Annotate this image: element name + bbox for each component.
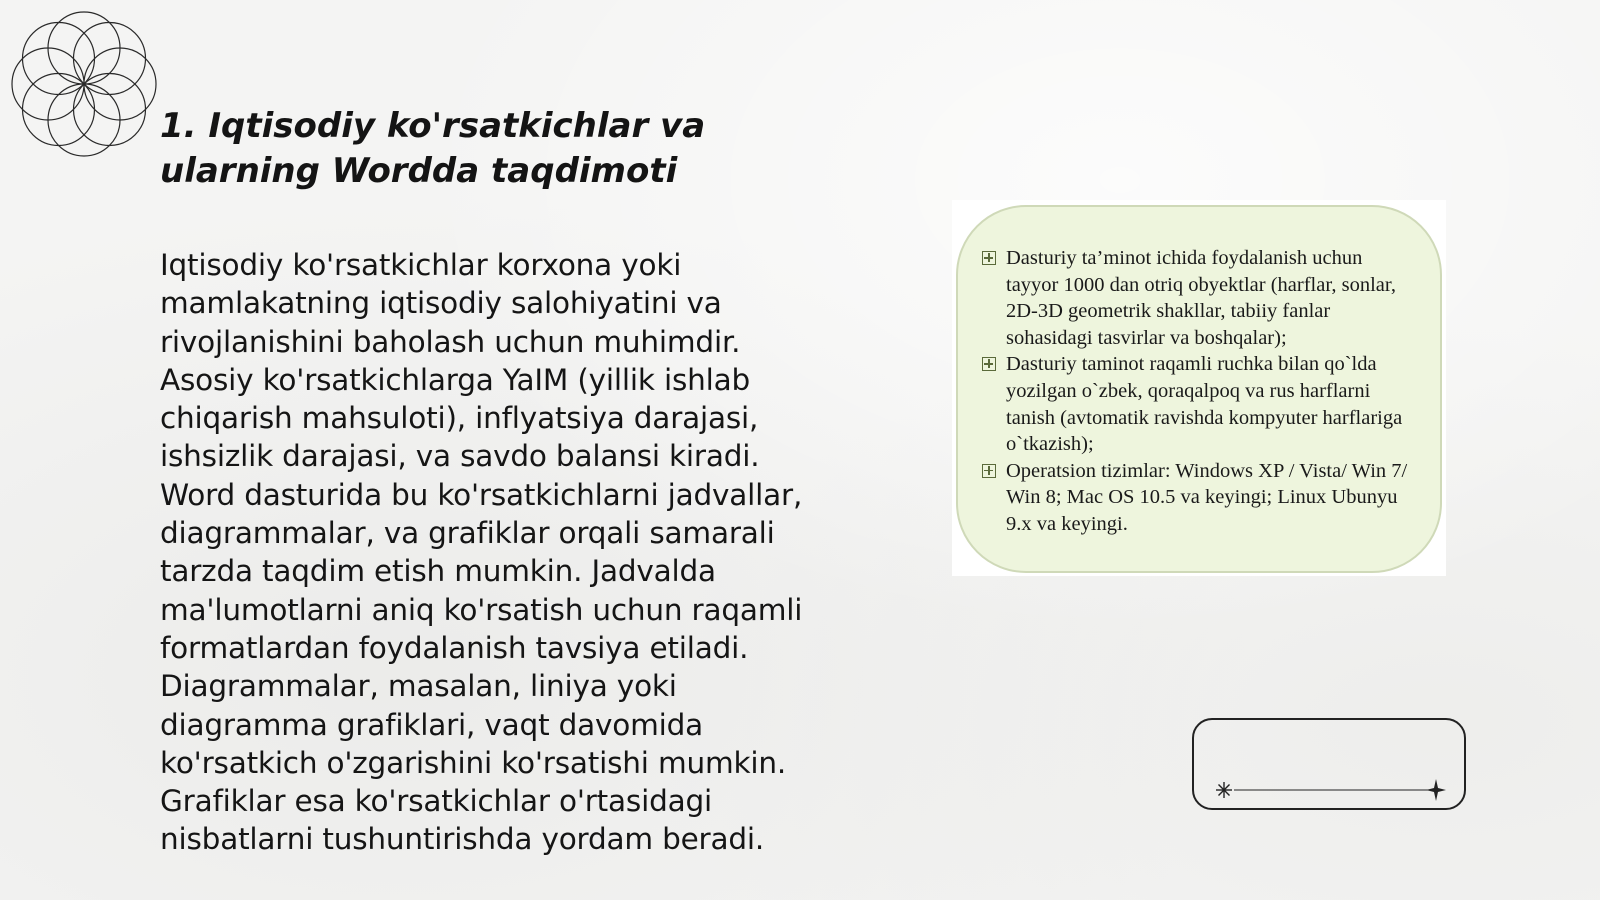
list-item (982, 458, 1416, 538)
decorative-line (1210, 778, 1450, 802)
slide-body-text: Iqtisodiy ko'rsatkichlar korxona yoki mamlakatning iqtisodiy salohiyatini va rivojlanishini baholash uchun muhimdir. Asosiy ko'rsatkichlarga YaIM (yillik ishlab chiqarish mahsuloti), inflyatsiya darajasi, ishsizlik darajasi, va savdo balansi kiradi. Word dasturida bu ko'rsatkichlarni jadvallar, diagrammalar, va grafiklar orqali samarali tarzda taqdim etish mumkin. Jadvalda ma'lumotlarni aniq ko'rsatish uchun raqamli formatlardan foydalanish tavsiya etiladi. Diagrammalar, masalan, liniya yoki diagramma grafiklari, vaqt davomida ko'rsatkich o'zgarishini ko'rsatishi mumkin. Grafiklar esa ko'rsatkichlar o'rtasidagi nisbatlarni tushuntirishda yordam beradi. (160, 248, 803, 857)
sparkle-icon (1426, 779, 1446, 801)
list-item-text: Dasturiy taminot raqamli ruchka bilan qo`lda yozilgan o`zbek, qoraqalpoq va rus harflarni tanish (avtomatik ravishda kompyuter harflariga o`tkazish); (1006, 353, 1403, 456)
list-item (982, 351, 1416, 457)
list-item-text: Dasturiy ta’minot ichida foydalanish uchun tayyor 1000 dan otriq obyektlar (harflar, sonlar, 2D-3D geometrik shakllar, tabiiy fanlar sohasidagi tasvirlar va boshqalar); (1006, 247, 1397, 349)
boxed-plus-icon (982, 464, 996, 478)
boxed-plus-icon (982, 357, 996, 371)
boxed-plus-icon (982, 251, 996, 265)
slide-title: 1. Iqtisodiy ko'rsatkichlar va ularning Wordda taqdimoti (160, 106, 706, 191)
asterisk-icon (1216, 782, 1232, 798)
rosette-logo-icon (10, 10, 158, 158)
software-features-panel (956, 205, 1442, 573)
features-list (982, 245, 1416, 538)
list-item-text: Operatsion tizimlar: Windows XP / Vista/ Win 7/ Win 8; Mac OS 10.5 va keyingi; Linux Ubunyu 9.x va keyingi. (1006, 459, 1408, 535)
list-item (982, 245, 1416, 351)
